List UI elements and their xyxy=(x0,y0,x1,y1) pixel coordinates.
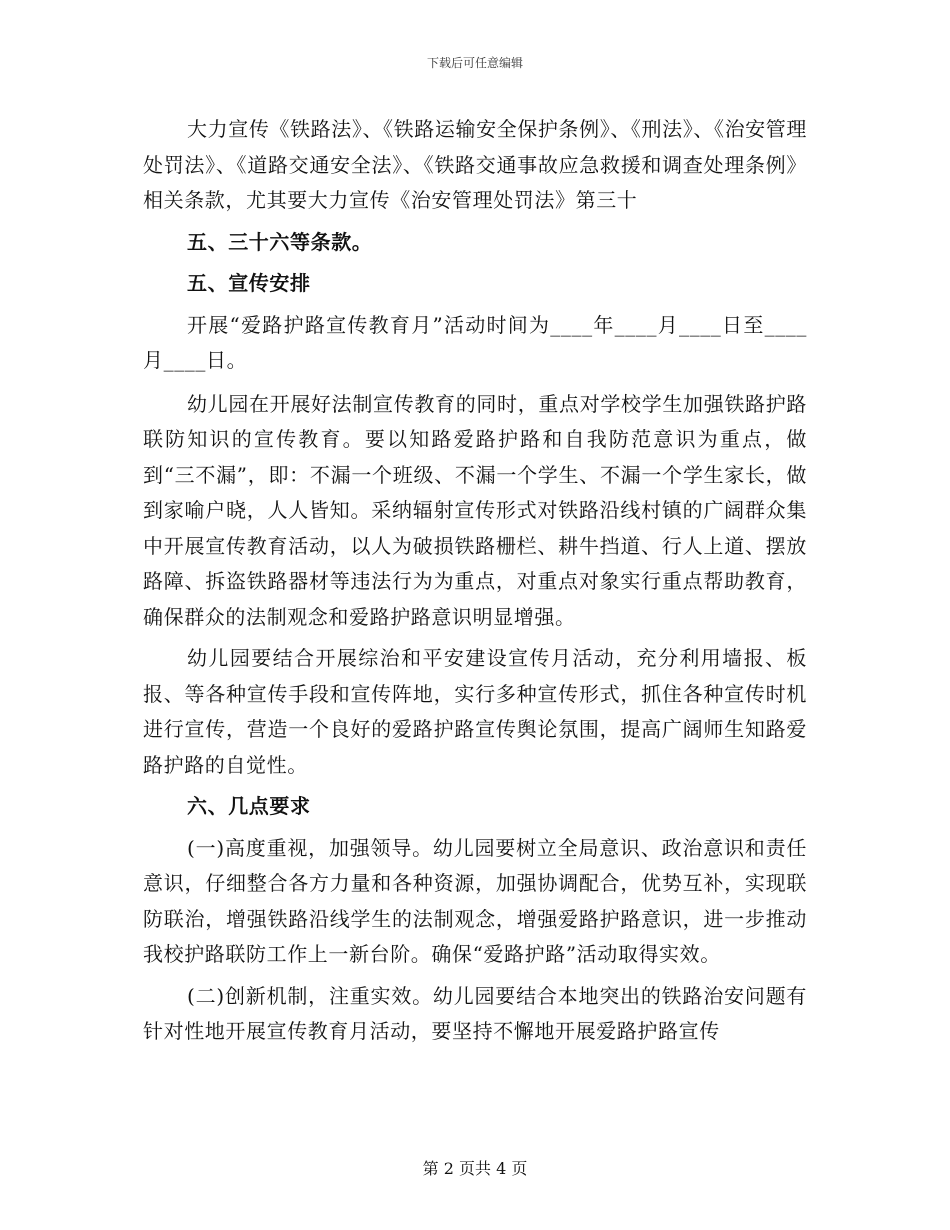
document-body xyxy=(143,112,807,1050)
paragraph-publicity-month: 幼儿园要结合开展综治和平安建设宣传月活动，充分利用墙报、板报、等各种宣传手段和宣传阵地，实行多种宣传形式，抓住各种宣传时机进行宣传，营造一个良好的爱路护路宣传舆论氛围，提高广阔师生知路爱路护路的自觉性。 xyxy=(143,646,807,777)
heading-publicity-arrangement: 五、宣传安排 xyxy=(187,271,311,295)
heading-requirements: 六、几点要求 xyxy=(187,794,311,818)
paragraph-requirement-1: (一)高度重视，加强领导。幼儿园要树立全局意识、政治意识和责任意识，仔细整合各方力量和各种资源，加强协调配合，优势互补，实现联防联治，增强铁路沿线学生的法制观念，增强爱路护路意识，进一步推动我校护路联防工作上一新台阶。确保“爱路护路”活动取得实效。 xyxy=(143,835,807,966)
paragraph-kindergarten-education: 幼儿园在开展好法制宣传教育的同时，重点对学校学生加强铁路护路联防知识的宣传教育。要以知路爱路护路和自我防范意识为重点，做到“三不漏”，即：不漏一个班级、不漏一个学生、不漏一个学生家长，做到家喻户晓，人人皆知。采纳辐射宣传形式对铁路沿线村镇的广阔群众集中开展宣传教育活动，以人为破损铁路栅栏、耕牛挡道、行人上道、摆放路障、拆盗铁路器材等违法行为为重点，对重点对象实行重点帮助教育，确保群众的法制观念和爱路护路意识明显增强。 xyxy=(143,391,807,629)
page-number: 第 2 页共 4 页 xyxy=(422,1159,528,1178)
paragraph-schedule: 开展“爱路护路宣传教育月”活动时间为____年____月____日至____月____日。 xyxy=(143,312,807,372)
paragraph-laws: 大力宣传《铁路法》、《铁路运输安全保护条例》、《刑法》、《治安管理处罚法》、《道路交通安全法》、《铁路交通事故应急救援和调查处理条例》相关条款，尤其要大力宣传《治安管理处罚法》第三十 xyxy=(143,117,807,212)
heading-clauses: 五、三十六等条款。 xyxy=(187,229,373,254)
paragraph-requirement-2: (二)创新机制，注重实效。幼儿园要结合本地突出的铁路治安问题有针对性地开展宣传教育月活动，要坚持不懈地开展爱路护路宣传 xyxy=(143,983,807,1043)
page-header: 下载后可任意编辑 xyxy=(426,56,523,70)
